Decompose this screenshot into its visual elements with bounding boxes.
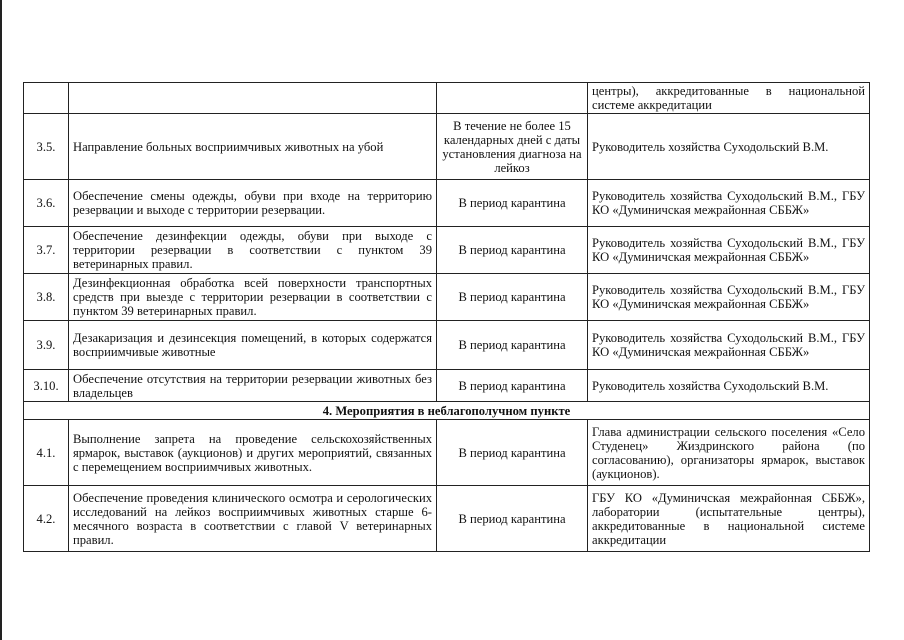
responsible-cell: Глава администрации сельского поселения «Село Студенец» Жиздринского района (по согласованию), организаторы ярмарок, выставок (аукционов). (588, 420, 870, 486)
row-number-cell: 3.8. (24, 274, 69, 321)
measures-table (23, 82, 870, 552)
action-cell: Выполнение запрета на проведение сельскохозяйственных ярмарок, выставок (аукционов) и других мероприятий, связанных с перемещением восприимчивых животных. (69, 420, 437, 486)
action-cell: Дезакаризация и дезинсекция помещений, в которых содержатся восприимчивые животные (69, 321, 437, 370)
action-cell: Дезинфекционная обработка всей поверхности транспортных средств при выезде с территории резервации в соответствии с пунктом 39 ветеринарных правил. (69, 274, 437, 321)
row-number-cell: 3.5. (24, 114, 69, 180)
action-cell (69, 83, 437, 114)
table-row-4-2 (24, 486, 870, 552)
term-cell: В период карантина (437, 321, 588, 370)
term-cell: В период карантина (437, 227, 588, 274)
responsible-cell: центры), аккредитованные в национальной системе аккредитации (588, 83, 870, 114)
term-cell: В период карантина (437, 420, 588, 486)
row-number-cell: 3.10. (24, 370, 69, 402)
table-row-3-5 (24, 114, 870, 180)
page-left-edge (0, 0, 2, 640)
section-4-header-row (24, 402, 870, 420)
table-row-continuation (24, 83, 870, 114)
action-cell: Обеспечение смены одежды, обуви при входе на территорию резервации и выходе с территории резервации. (69, 180, 437, 227)
row-number-cell (24, 83, 69, 114)
responsible-cell: Руководитель хозяйства Суходольский В.М., ГБУ КО «Думиничская межрайонная СББЖ» (588, 274, 870, 321)
responsible-cell: Руководитель хозяйства Суходольский В.М., ГБУ КО «Думиничская межрайонная СББЖ» (588, 321, 870, 370)
term-cell: В течение не более 15 календарных дней с даты установления диагноза на лейкоз (437, 114, 588, 180)
responsible-cell: Руководитель хозяйства Суходольский В.М., ГБУ КО «Думиничская межрайонная СББЖ» (588, 227, 870, 274)
row-number-cell: 3.7. (24, 227, 69, 274)
table-row-3-9 (24, 321, 870, 370)
responsible-cell: Руководитель хозяйства Суходольский В.М., ГБУ КО «Думиничская межрайонная СББЖ» (588, 180, 870, 227)
action-cell: Направление больных восприимчивых животных на убой (69, 114, 437, 180)
row-number-cell: 4.2. (24, 486, 69, 552)
action-cell: Обеспечение дезинфекции одежды, обуви при выходе с территории резервации в соответствии с пунктом 39 ветеринарных правил. (69, 227, 437, 274)
table-row-3-6 (24, 180, 870, 227)
responsible-cell: Руководитель хозяйства Суходольский В.М. (588, 370, 870, 402)
action-cell: Обеспечение проведения клинического осмотра и серологических исследований на лейкоз восприимчивых животных старше 6-месячного возраста в соответствии с главой V ветеринарных правил. (69, 486, 437, 552)
term-cell: В период карантина (437, 486, 588, 552)
term-cell: В период карантина (437, 180, 588, 227)
action-cell: Обеспечение отсутствия на территории резервации животных без владельцев (69, 370, 437, 402)
responsible-cell: ГБУ КО «Думиничская межрайонная СББЖ», лаборатории (испытательные центры), аккредитованные в национальной системе аккредитации (588, 486, 870, 552)
term-cell: В период карантина (437, 370, 588, 402)
term-cell (437, 83, 588, 114)
section-title: 4. Мероприятия в неблагополучном пункте (24, 402, 870, 420)
table-row-3-8 (24, 274, 870, 321)
table-row-4-1 (24, 420, 870, 486)
responsible-cell: Руководитель хозяйства Суходольский В.М. (588, 114, 870, 180)
row-number-cell: 3.9. (24, 321, 69, 370)
row-number-cell: 4.1. (24, 420, 69, 486)
term-cell: В период карантина (437, 274, 588, 321)
row-number-cell: 3.6. (24, 180, 69, 227)
table-row-3-7 (24, 227, 870, 274)
table-row-3-10 (24, 370, 870, 402)
